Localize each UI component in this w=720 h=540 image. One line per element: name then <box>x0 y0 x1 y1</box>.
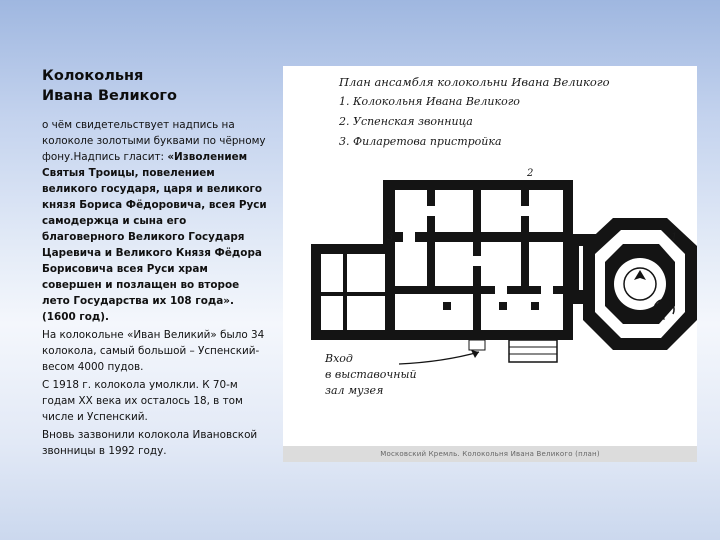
legend-item-3: 3. Филаретова пристройка <box>339 135 502 148</box>
inscription-quote: «Изволением Святыя Троицы, повелением великого государя, царя и великого князя Бориса Фёдоровича, всея Руси самодержца и сына его благоверного Великого Государя Царевича и Великого Князя Фёдора Борисовича всея Руси храм совершен и позлащен во второе лето Государства их 108 года». (1600 год). <box>42 151 267 323</box>
marker-annex: 3 <box>387 232 394 243</box>
bell-tower-octagon <box>583 218 697 350</box>
slide-title-line-1: Колокольня <box>42 68 144 84</box>
marker-belfry: 2 <box>527 168 534 179</box>
entrance-label-line-1: Вход <box>325 352 353 365</box>
paragraph-bells-count: На колокольне «Иван Великий» было 34 колокола, самый большой – Успенский- весом 4000 пудов. <box>42 329 265 373</box>
annex-and-belfry-walls <box>311 180 573 340</box>
paragraph-bells-silenced: С 1918 г. колокола умолкли. К 70-м годам XX века их осталось 18, в том числе и Успенский. <box>42 379 243 423</box>
inscription-intro: о чём свидетельствует надпись на колоколе золотыми буквами по чёрному фону.Надпись гласит: <box>42 119 266 163</box>
slide-title-line-2: Ивана Великого <box>42 88 177 104</box>
entrance-label-line-3: зал музея <box>325 384 384 397</box>
plan-caption: Московский Кремль. Колокольня Ивана Великого (план) <box>283 446 697 462</box>
paragraph-bells-revived: Вновь зазвонили колокола Ивановской звонницы в 1992 году. <box>42 429 258 457</box>
legend-item-1: 1. Колокольня Ивана Великого <box>339 95 520 108</box>
entrance-porch <box>469 340 557 362</box>
marker-bell-tower: 1 <box>671 232 678 243</box>
floor-plan-drawing <box>283 66 697 462</box>
body-text <box>42 117 270 461</box>
entrance-arrow-icon <box>399 352 479 364</box>
paragraph-inscription <box>42 117 270 325</box>
slide-title <box>42 66 262 106</box>
plan-heading: План ансамбля колокольни Ивана Великого <box>339 75 610 89</box>
floor-plan-image <box>283 66 697 462</box>
legend-item-2: 2. Успенская звонница <box>339 115 473 128</box>
entrance-label-line-2: в выставочный <box>325 368 417 381</box>
